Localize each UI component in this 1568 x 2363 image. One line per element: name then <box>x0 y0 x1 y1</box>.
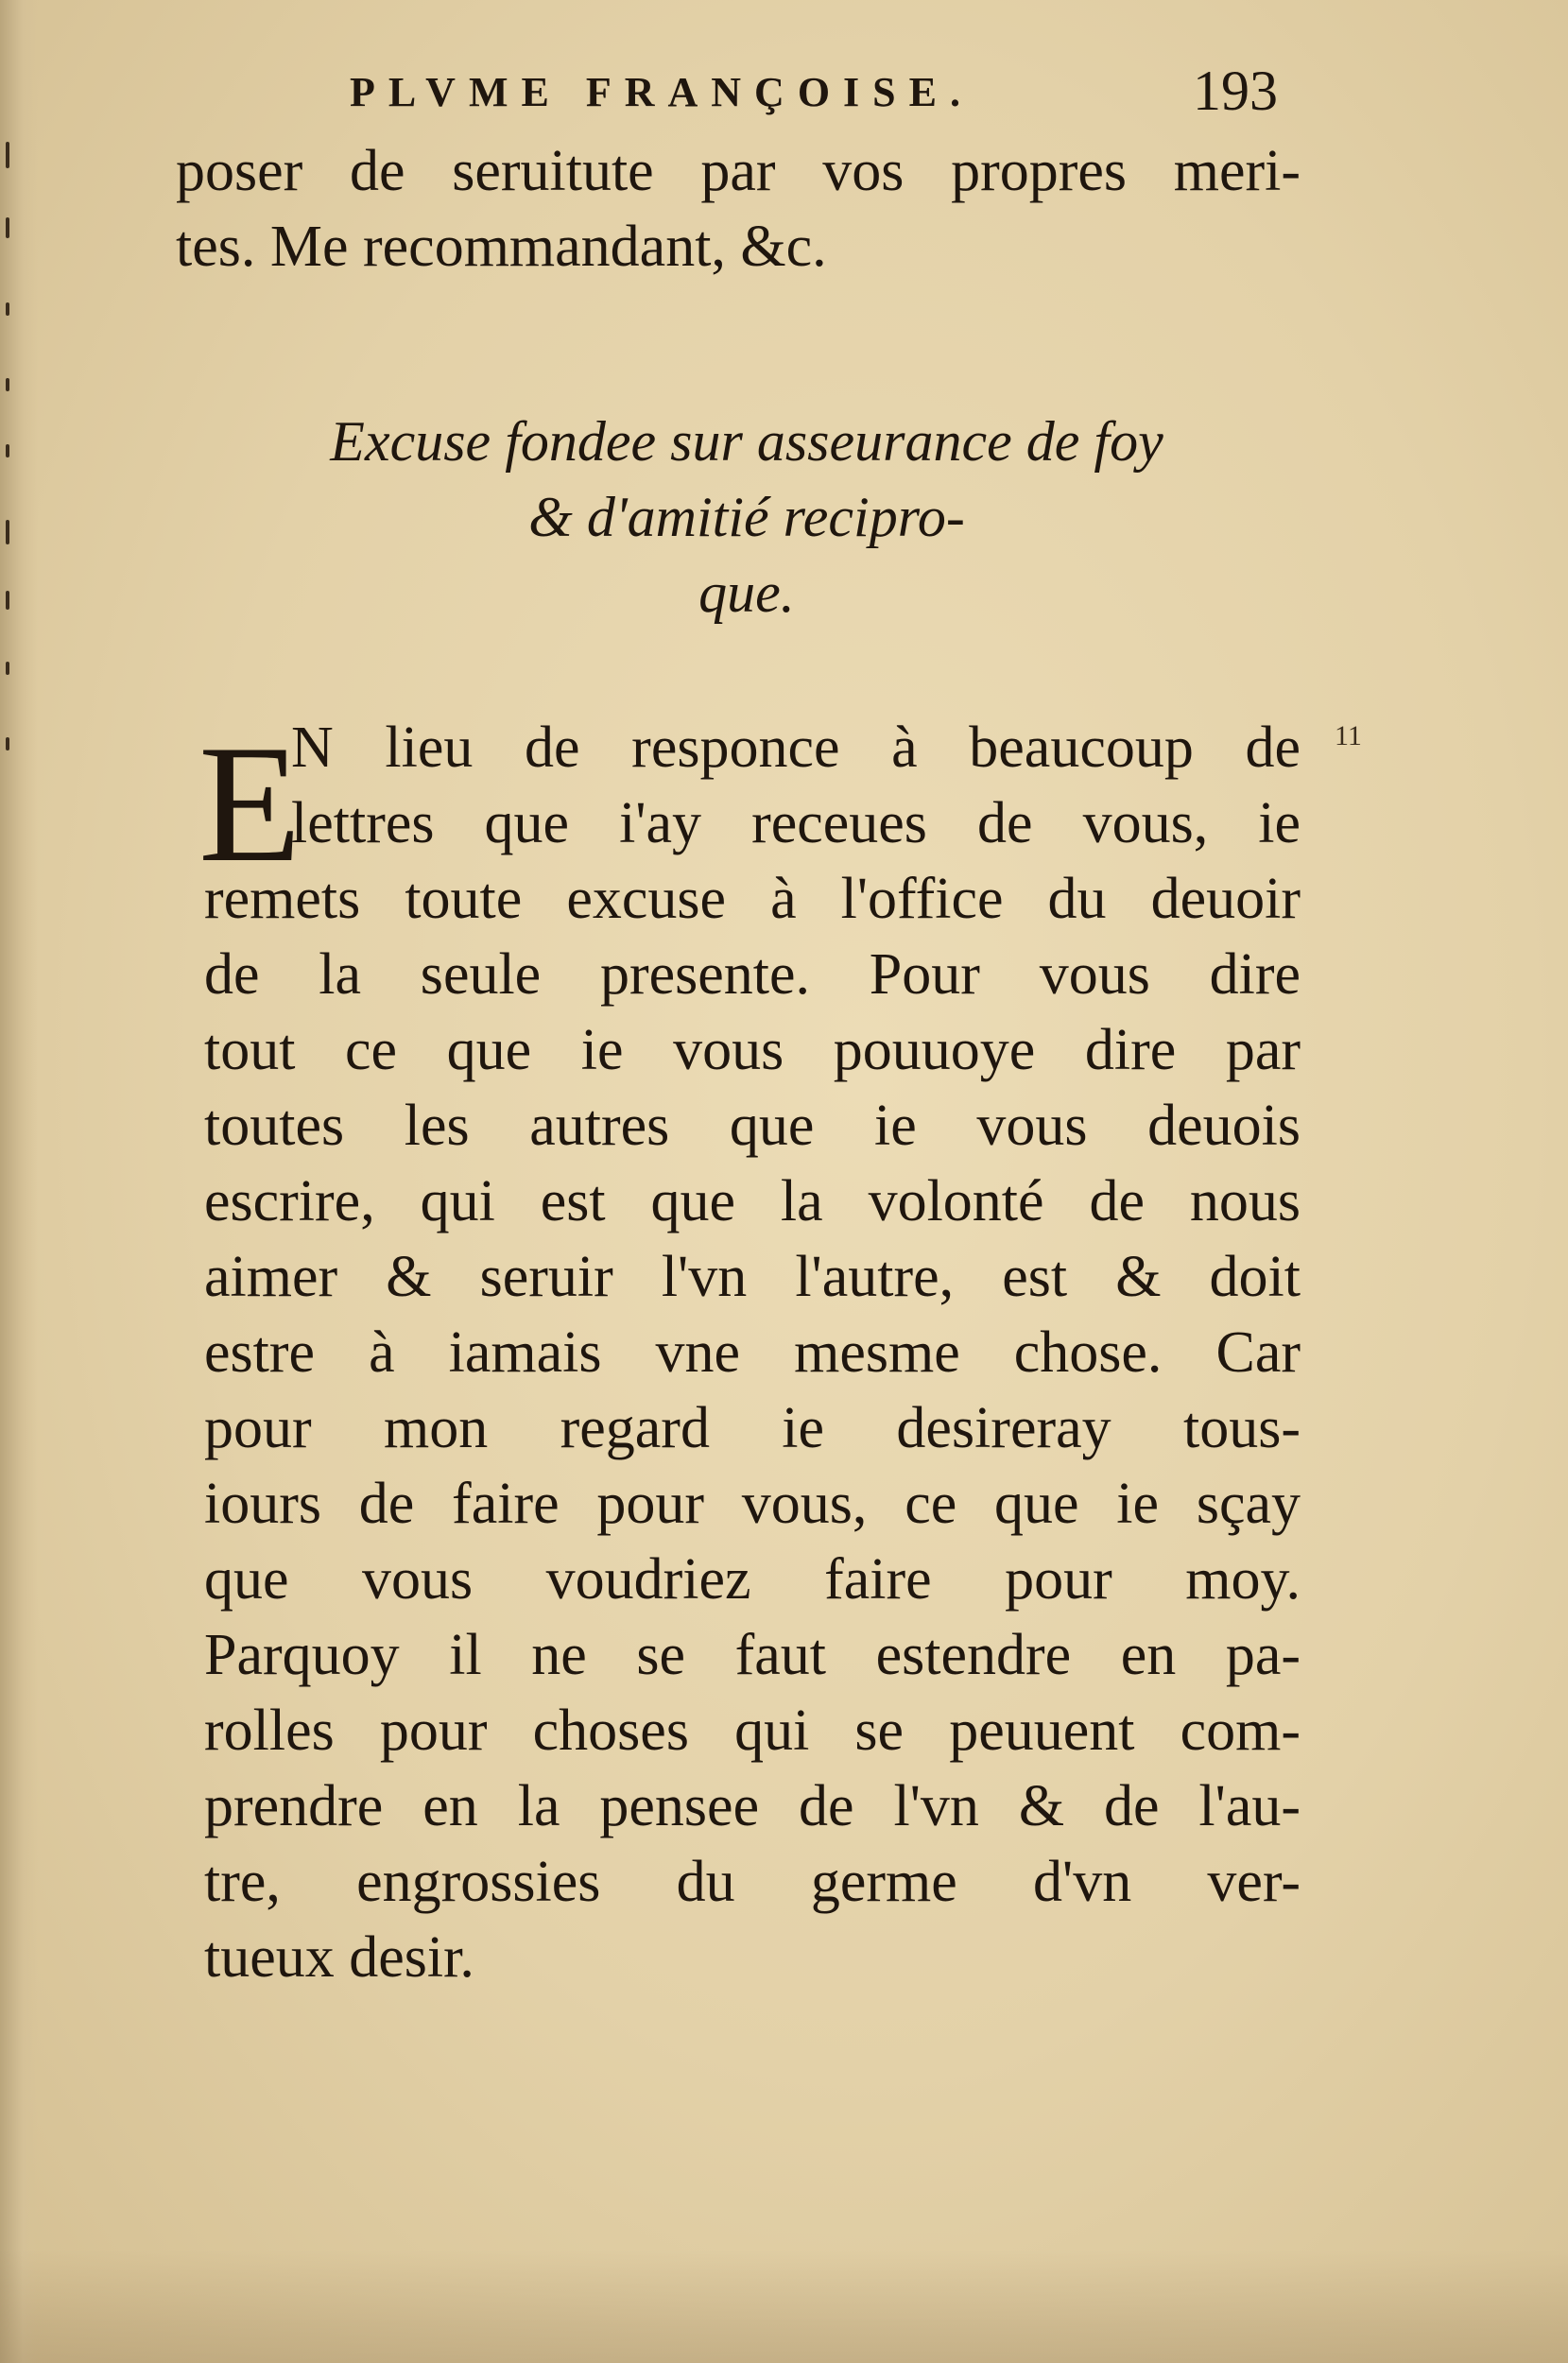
section-heading-line: Excuse fondee sur asseurance de foy <box>330 410 1163 473</box>
continuation-line: poser de seruitute par vos propres meri- <box>176 139 1301 203</box>
paragraph-line: iours de faire pour vous, ce que ie sçay <box>204 1472 1301 1536</box>
continuation-line: tes. Me recommandant, &c. <box>176 215 827 279</box>
paragraph-line: pour mon regard ie desireray tous- <box>204 1396 1301 1460</box>
margin-note: 11 <box>1335 720 1362 751</box>
edge-mark <box>6 444 9 457</box>
edge-mark <box>6 662 9 675</box>
paragraph-line: Parquoy il ne se faut estendre en pa- <box>204 1623 1301 1687</box>
paragraph-line: de la seule presente. Pour vous dire <box>204 942 1301 1007</box>
edge-mark <box>6 378 9 391</box>
edge-mark <box>6 591 9 610</box>
paragraph-line: toutes les autres que ie vous deuois <box>204 1094 1301 1158</box>
page-number: 193 <box>1193 60 1278 122</box>
page-edge-shadow <box>0 2250 1568 2363</box>
paragraph-line: tout ce que ie vous pouuoye dire par <box>204 1018 1301 1082</box>
edge-mark <box>6 142 9 168</box>
section-heading-line: & d'amitié recipro- <box>528 486 965 548</box>
edge-mark <box>6 302 9 316</box>
page-gutter <box>0 0 38 2363</box>
edge-mark <box>6 737 9 750</box>
paragraph-line: escrire, qui est que la volonté de nous <box>204 1169 1301 1233</box>
paragraph-line: N lieu de responce à beaucoup de <box>291 716 1301 780</box>
paragraph-line: remets toute excuse à l'office du deuoir <box>204 867 1301 931</box>
paragraph-line: que vous voudriez faire pour moy. <box>204 1547 1301 1612</box>
edge-mark <box>6 520 9 544</box>
paragraph-line: lettres que i'ay receues de vous, ie <box>291 791 1301 855</box>
edge-mark <box>6 217 9 238</box>
drop-cap: E <box>198 710 302 897</box>
paragraph-line: rolles pour choses qui se peuuent com- <box>204 1699 1301 1763</box>
paragraph-line: aimer & seruir l'vn l'autre, est & doit <box>204 1245 1301 1309</box>
paragraph-line: tre, engrossies du germe d'vn ver- <box>204 1850 1301 1914</box>
running-head-title: PLVME FRANÇOISE. <box>350 69 974 115</box>
paragraph-line: estre à iamais vne mesme chose. Car <box>204 1320 1301 1385</box>
paragraph-line: prendre en la pensee de l'vn & de l'au- <box>204 1774 1301 1838</box>
paragraph-last-line: tueux desir. <box>204 1925 474 1990</box>
section-heading-line: que. <box>698 561 795 624</box>
